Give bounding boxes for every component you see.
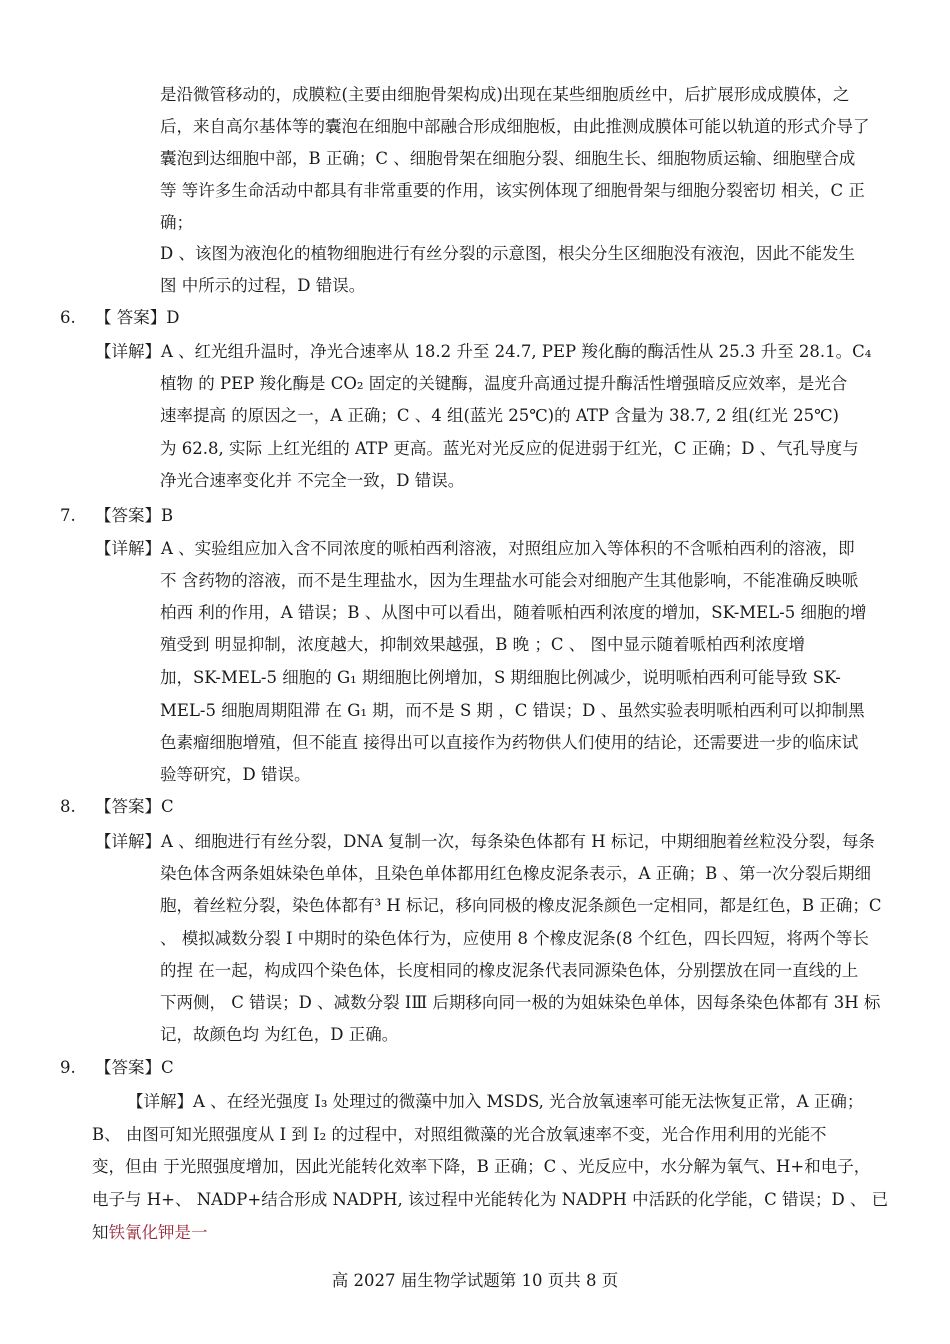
q7-detail-7: 色素瘤细胞增殖，但不能直 接得出可以直接作为药物供人们使用的结论，还需要进一步的临床试 <box>160 733 859 752</box>
q6-answer: 【 答案】D <box>95 308 180 327</box>
q7-detail-5: 加，SK-MEL-5 细胞的 G₁ 期细胞比例增加，S 期细胞比例减少，说明哌柏西利可能导致 SK- <box>160 668 841 687</box>
q6-detail-1: 【详解】A 、红光组升温时，净光合速率从 18.2 升至 24.7, PEP 羧化酶的酶活性从 25.3 升至 28.1。C₄ <box>95 342 872 361</box>
q5-line-6: D 、该图为液泡化的植物细胞进行有丝分裂的示意图，根尖分生区细胞没有液泡，因此不能发生 <box>160 244 855 263</box>
q8-detail-3: 胞，着丝粒分裂，染色体都有³ H 标记，移向同极的橡皮泥条颜色一定相同，都是红色，B 正确；C <box>160 896 882 915</box>
page-footer: 高 2027 届生物学试题第 10 页共 8 页 <box>331 1271 619 1290</box>
q8-detail-4: 、 模拟减数分裂 I 中期时的染色体行为，应使用 8 个橡皮泥条(8 个红色，四长四短，将两个等长 <box>160 929 869 948</box>
q9-detail-3: 变，但由 于光照强度增加，因此光能转化效率下降，B 正确；C 、光反应中，水分解为氧气、H+和电子， <box>92 1157 871 1176</box>
q8-detail-7: 记，故颜色均 为红色，D 正确。 <box>160 1025 399 1044</box>
q5-line-4: 等 等许多生命活动中都具有非常重要的作用，该实例体现了细胞骨架与细胞分裂密切 相关，C 正 <box>160 181 865 200</box>
q9-detail-5 <box>92 1222 208 1244</box>
q9-detail-4: 电子与 H+、 NADP+结合形成 NADPH, 该过程中光能转化为 NADPH 中活跃的化学能，C 错误；D 、 已 <box>92 1190 889 1209</box>
q9-detail-2: B、 由图可知光照强度从 I 到 I₂ 的过程中，对照组微藻的光合放氧速率不变，光合作用利用的光能不 <box>92 1125 827 1144</box>
q9-detail-1: 【详解】A 、在经光强度 I₃ 处理过的微藻中加入 MSDS, 光合放氧速率可能无法恢复正常，A 正确； <box>127 1092 864 1111</box>
q7-number: 7. <box>60 506 76 525</box>
q6-detail-4: 为 62.8, 实际 上红光组的 ATP 更高。蓝光对光反应的促进弱于红光，C 正确；D 、气孔导度与 <box>160 439 859 458</box>
q8-detail-1: 【详解】A 、细胞进行有丝分裂，DNA 复制一次，每条染色体都有 H 标记，中期细胞着丝粒没分裂，每条 <box>95 832 875 851</box>
q8-answer: 【答案】C <box>95 797 174 816</box>
q7-detail-1: 【详解】A 、实验组应加入含不同浓度的哌柏西利溶液，对照组应加入等体积的不含哌柏西利的溶液，即 <box>95 539 855 558</box>
q7-detail-4: 殖受到 明显抑制，浓度越大，抑制效果越强，B 晚 ；C 、 图中显示随着哌柏西利浓度增 <box>160 635 805 654</box>
q5-line-2: 后，来自高尔基体等的囊泡在细胞中部融合形成细胞板，由此推测成膜体可能以轨道的形式介导了 <box>160 117 870 136</box>
q6-number: 6. <box>60 308 76 327</box>
q8-detail-6: 下两侧， C 错误；D 、减数分裂 IⅢ 后期移向同一极的为姐妹染色单体，因每条染色体都有 3H 标 <box>160 993 881 1012</box>
q9-number: 9. <box>60 1058 76 1077</box>
q5-line-7: 图 中所示的过程，D 错误。 <box>160 276 366 295</box>
q7-detail-3: 柏西 利的作用，A 错误；B 、从图中可以看出，随着哌柏西利浓度的增加，SK-MEL-5 细胞的增 <box>160 603 867 622</box>
q5-line-5: 确； <box>160 213 193 232</box>
q5-line-3: 囊泡到达细胞中部，B 正确；C 、细胞骨架在细胞分裂、细胞生长、细胞物质运输、细胞壁合成 <box>160 149 856 168</box>
q9-last-highlight: 铁氰化钾是一 <box>108 1223 208 1242</box>
q8-detail-2: 染色体含两条姐妹染色单体，且染色单体都用红色橡皮泥条表示，A 正确；B 、第一次分裂后期细 <box>160 864 872 883</box>
q9-answer: 【答案】C <box>95 1058 174 1077</box>
q7-detail-8: 验等研究，D 错误。 <box>160 765 311 784</box>
q7-answer: 【答案】B <box>95 506 174 525</box>
q6-detail-3: 速率提高 的原因之一，A 正确；C 、4 组(蓝光 25℃)的 ATP 含量为 38.7, 2 组(红光 25℃) <box>160 406 839 425</box>
q6-detail-5: 净光合速率变化并 不完全一致，D 错误。 <box>160 471 465 490</box>
q6-detail-2: 植物 的 PEP 羧化酶是 CO₂ 固定的关键酶，温度升高通过提升酶活性增强暗反应效率，是光合 <box>160 374 848 393</box>
q7-detail-6: MEL-5 细胞周期阻滞 在 G₁ 期，而不是 S 期 ，C 错误；D 、虽然实验表明哌柏西利可以抑制黑 <box>160 701 865 720</box>
q9-last-plain: 知 <box>92 1223 109 1242</box>
q5-line-1: 是沿微管移动的，成膜粒(主要由细胞骨架构成)出现在某些细胞质丝中，后扩展形成成膜体，之 <box>160 85 850 104</box>
q8-number: 8. <box>60 797 76 816</box>
q8-detail-5: 的捏 在一起，构成四个染色体，长度相同的橡皮泥条代表同源染色体，分别摆放在同一直线的上 <box>160 961 859 980</box>
q7-detail-2: 不 含药物的溶液，而不是生理盐水，因为生理盐水可能会对细胞产生其他影响，不能准确反映哌 <box>160 571 859 590</box>
